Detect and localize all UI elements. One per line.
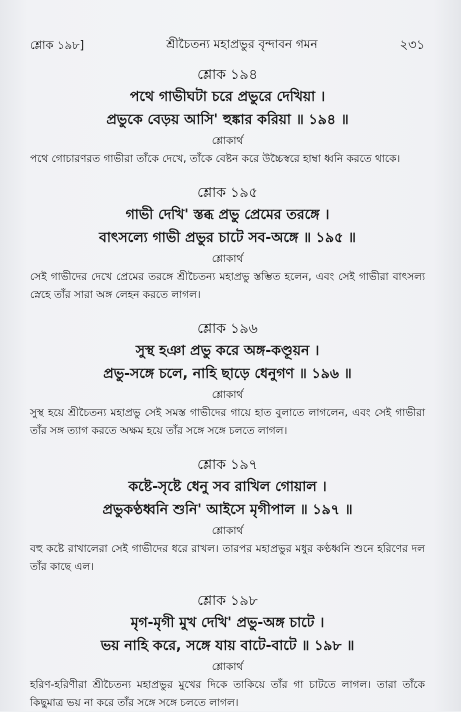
verse-line: মৃগ-মৃগী মুখ দেখি' প্রভু-অঙ্গ চাটে । (130, 615, 325, 631)
translation-text: বহু কষ্টে রাখালেরা সেই গাভীদের ধরে রাখল। তারপর মহাপ্রভুর মধুর কণ্ঠধ্বনি শুনে হরিণের দল তাঁর কাছে এল। (30, 543, 425, 573)
verse-line: প্রভুকে বেড়য় আসি' হুঙ্কার করিয়া ॥ ১৯৪ ॥ (106, 112, 349, 128)
verse-line: কষ্টে-সৃষ্টে ধেনু সব রাখিল গোয়াল । (128, 479, 327, 495)
verse-heading: শ্লোক ১৯৬ (197, 321, 258, 337)
verse-line: প্রভুকণ্ঠধ্বনি শুনি' আইসে মৃগীপাল ॥ ১৯৭ ॥ (102, 502, 353, 518)
verse-heading: শ্লোক ১৯৭ (197, 457, 258, 473)
verse-section-197 (30, 454, 425, 576)
verse-heading: শ্লোক ১৯৪ (197, 67, 258, 83)
verse-heading: শ্লোক ১৯৫ (197, 185, 258, 201)
verse-section-198 (30, 590, 425, 712)
translation-heading: শ্লোকার্থ (211, 389, 244, 401)
verse-line: ভয় নাহি করে, সঙ্গে যায় বাটে-বাটে ॥ ১৯৮ ॥ (100, 638, 355, 654)
page-number: ২৩১ (399, 37, 425, 53)
translation-text: সুস্থ হয়ে শ্রীচৈতন্য মহাপ্রভু সেই সমস্ত গাভীদের গায়ে হাত বুলাতে লাগলেন, এবং সেই গাভীরা তাঁর সঙ্গ ত্যাগ করতে অক্ষম হয়ে তাঁর সঙ্গে সঙ্গে চলতে লাগল। (30, 407, 425, 437)
translation-text: পথে গোচারণরত গাভীরা তাঁকে দেখে, তাঁকে বেষ্টন করে উচ্চৈস্বরে হাম্বা ধ্বনি করতে থাকে। (30, 153, 401, 165)
translation-heading: শ্লোকার্থ (211, 661, 244, 673)
verse-heading: শ্লোক ১৯৮ (197, 593, 258, 609)
header-verse-range: শ্লোক ১৯৮] (30, 37, 85, 52)
verse-line: পথে গাভীঘটা চরে প্রভুরে দেখিয়া । (129, 89, 326, 105)
verse-section-196 (30, 318, 425, 440)
running-header (30, 36, 425, 56)
translation-heading: শ্লোকার্থ (211, 525, 244, 537)
verse-line: গাভী দেখি' স্তব্ধ প্রভু প্রেমের তরঙ্গে । (125, 207, 330, 223)
translation-text: হরিণ-হরিণীরা শ্রীচৈতন্য মহাপ্রভুর মুখের দিকে তাকিয়ে তাঁর গা চাটতে লাগল। তারা তাঁকে কিছুমাত্র ভয় না করে তাঁর সঙ্গে সঙ্গে চলতে লাগল। (30, 679, 425, 709)
verse-line: সুস্থ হঞা প্রভু করে অঙ্গ-কণ্ডূয়ন । (135, 343, 320, 359)
translation-text: সেই গাভীদের দেখে প্রেমের তরঙ্গে শ্রীচৈতন্য মহাপ্রভু স্তম্ভিত হলেন, এবং সেই গাভীরা বাৎসল্য স্নেহে তাঁর সারা অঙ্গ লেহন করতে লাগল। (30, 271, 425, 301)
verse-section-195 (30, 182, 425, 304)
verse-line: প্রভু-সঙ্গে চলে, নাহি ছাড়ে ধেনুগণ ॥ ১৯৬ ॥ (103, 366, 352, 382)
chapter-title: শ্রীচৈতন্য মহাপ্রভুর বৃন্দাবন গমন (166, 37, 318, 51)
translation-heading: শ্লোকার্থ (211, 253, 244, 265)
verse-line: বাৎসল্যে গাভী প্রভুর চাটে সব-অঙ্গে ॥ ১৯৫ ॥ (99, 230, 356, 246)
verse-section-194 (30, 64, 425, 168)
translation-heading: শ্লোকার্থ (211, 135, 244, 147)
page-body (30, 64, 425, 712)
